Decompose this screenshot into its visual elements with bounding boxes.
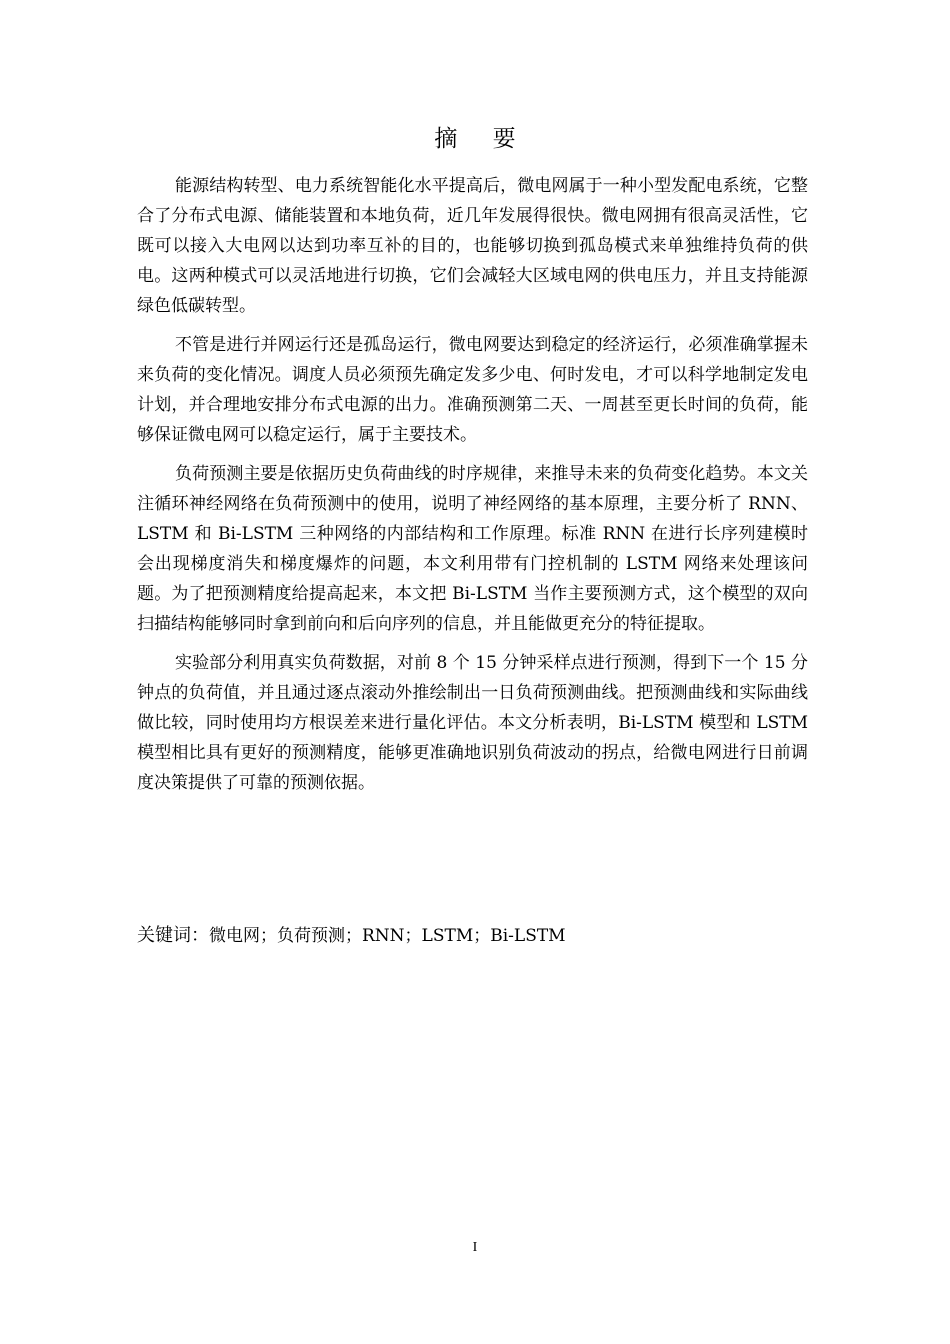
paragraph: 能源结构转型、电力系统智能化水平提高后，微电网属于一种小型发配电系统，它整合了分布式电源、储能装置和本地负荷，近几年发展得很快。微电网拥有很高灵活性，它既可以接入大电网以达到功率互补的目的，也能够切换到孤岛模式来单独维持负荷的供电。这两种模式可以灵活地进行切换，它们会减轻大区域电网的供电压力，并且支持能源绿色低碳转型。 bbox=[137, 176, 808, 316]
keywords-label: 关键词： bbox=[137, 925, 209, 946]
paragraph: 不管是进行并网运行还是孤岛运行，微电网要达到稳定的经济运行，必须准确掌握未来负荷的变化情况。调度人员必须预先确定发多少电、何时发电，才可以科学地制定发电计划，并合理地安排分布式电源的出力。准确预测第二天、一周甚至更长时间的负荷，能够保证微电网可以稳定运行，属于主要技术。 bbox=[137, 335, 808, 445]
page-number: I bbox=[472, 1240, 478, 1255]
abstract-body bbox=[137, 171, 808, 807]
page-title: 摘 要 bbox=[434, 126, 530, 152]
keywords-value: 微电网；负荷预测；RNN；LSTM；Bi-LSTM bbox=[209, 926, 566, 946]
paragraph: 实验部分利用真实负荷数据，对前 8 个 15 分钟采样点进行预测，得到下一个 15 分钟点的负荷值，并且通过逐点滚动外推绘制出一日负荷预测曲线。把预测曲线和实际曲线做比较，同时使用均方根误差来进行量化评估。本文分析表明，Bi-LSTM 模型和 LSTM 模型相比具有更好的预测精度，能够更准确地识别负荷波动的拐点，给微电网进行日前调度决策提供了可靠的预测依据。 bbox=[137, 653, 808, 793]
keywords-line bbox=[137, 921, 817, 951]
paragraph: 负荷预测主要是依据历史负荷曲线的时序规律，来推导未来的负荷变化趋势。本文关注循环神经网络在负荷预测中的使用，说明了神经网络的基本原理，主要分析了 RNN、LSTM 和 Bi-LSTM 三种网络的内部结构和工作原理。标准 RNN 在进行长序列建模时会出现梯度消失和梯度爆炸的问题，本文利用带有门控机制的 LSTM 网络来处理该问题。为了把预测精度给提高起来，本文把 Bi-LSTM 当作主要预测方式，这个模型的双向扫描结构能够同时拿到前向和后向序列的信息，并且能做更充分的特征提取。 bbox=[137, 464, 808, 634]
